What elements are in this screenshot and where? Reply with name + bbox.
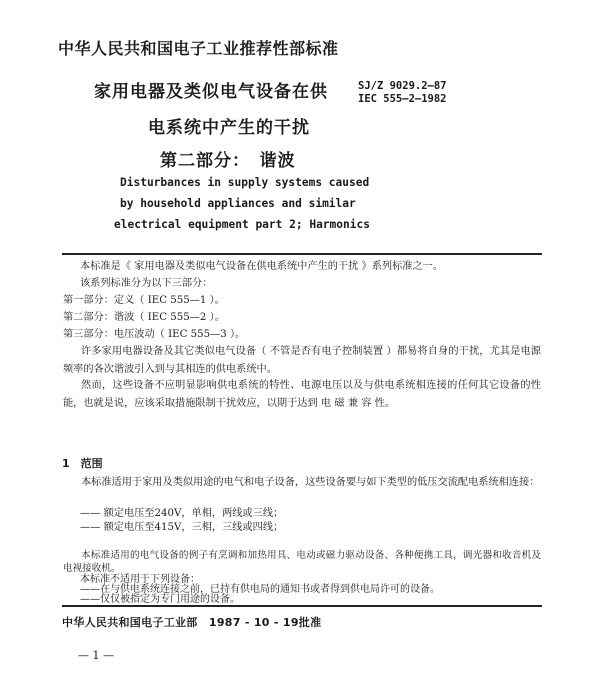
section-1-exclusion-2: ——仅仅被指定为专门用途的设备。 (80, 594, 240, 605)
intro-paragraph-2: 许多家用电器设备及其它类似电气设备（ 不管是否有电子控制装置 ）都易将自身的干扰，尤其是电源频率的各次谐波引入到与其相连的供电系统中。 (63, 346, 541, 375)
page-number: — 1 — (78, 649, 114, 662)
section-1-not-apply: 本标准不适用于下列设备： (80, 574, 200, 585)
intro-paragraph-3: 然而，这些设备不应明显影响供电系统的特性、电源电压以及与供电系统相连接的任何其它设备的性能，也就是说，应该采取措施限制干扰效应，以期于达到 电 磁 兼 容 性。 (63, 380, 541, 409)
intro-part-2: 第二部分：谐波（ IEC 555—2 ）。 (63, 312, 225, 323)
intro-line-2: 该系列标准分为以下三部分： (80, 278, 213, 289)
standard-number: SJ/Z 9029.2—87 (358, 80, 447, 92)
intro-part-3: 第三部分：电压波动（ IEC 555—3 ）。 (63, 329, 246, 340)
section-1-paragraph-2: 本标准适用的电气设备的例子有烹调和加热用具、电动或磁力驱动设备、各种便携工具，调光器和收音机及电视接收机。 (63, 550, 541, 574)
title-line-2: 电系统中产生的干扰 (148, 118, 310, 138)
section-1-heading: 1 范围 (62, 457, 103, 470)
section-1-item-2: —— 额定电压至415V，三相，三线或四线； (80, 522, 284, 533)
section-1-item-1: —— 额定电压至240V，单相，两线或三线； (80, 508, 284, 519)
english-title-line-2: by household appliances and similar (120, 197, 356, 210)
english-title-line-3: electrical equipment part 2; Harmonics (114, 218, 370, 231)
title-line-3: 第二部分： 谐波 (160, 151, 296, 171)
intro-line-1: 本标准是《 家用电器及类似电气设备在供电系统中产生的干扰 》系列标准之一。 (80, 261, 444, 272)
section-1-paragraph-1: 本标准适用于家用及类似用途的电气和电子设备，这些设备要与如下类型的低压交流配电系统相连接： (81, 477, 540, 488)
english-title-line-1: Disturbances in supply systems caused (120, 176, 370, 189)
iec-number: IEC 555—2—1982 (358, 93, 447, 105)
standard-type-heading: 中华人民共和国电子工业推荐性部标准 (58, 39, 339, 58)
approval-line: 中华人民共和国电子工业部 1987 - 10 - 19批准 (62, 616, 322, 629)
section-1-exclusion-1: ——在与供电系统连接之前，已持有供电局的通知书或者得到供电局许可的设备。 (80, 584, 440, 595)
title-line-1: 家用电器及类似电气设备在供 (94, 82, 328, 102)
intro-part-1: 第一部分：定义（ IEC 555—1 ）。 (63, 295, 225, 306)
top-divider (62, 253, 542, 255)
